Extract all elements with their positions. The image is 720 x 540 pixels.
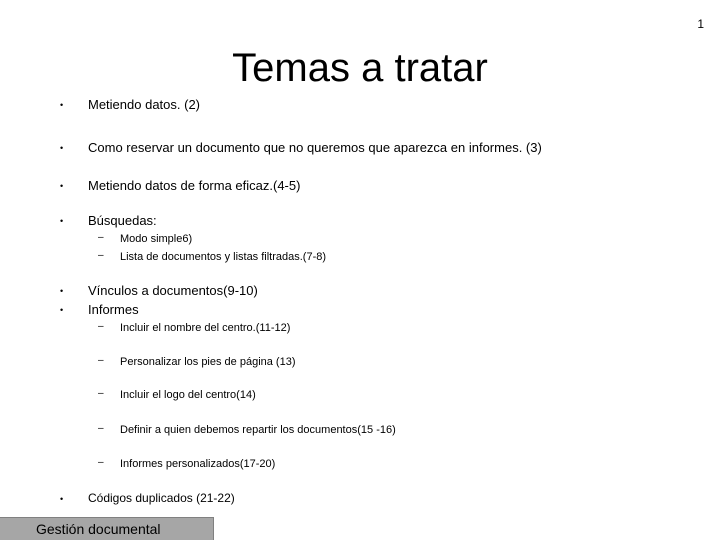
sub-list-item: Definir a quien debemos repartir los documentos(15 -16): [120, 424, 396, 436]
bullet: •: [60, 286, 64, 296]
dash: –: [98, 423, 104, 434]
list-item: Búsquedas:: [88, 213, 157, 228]
bullet: •: [60, 100, 64, 110]
footer-label: Gestión documental: [0, 517, 214, 540]
sub-list-item: Incluir el nombre del centro.(11-12): [120, 322, 291, 334]
list-item: Informes: [88, 302, 139, 317]
dash: –: [98, 388, 104, 399]
bullet: •: [60, 305, 64, 315]
list-item: Códigos duplicados (21-22): [88, 491, 235, 505]
list-item: Metiendo datos. (2): [88, 97, 201, 112]
sub-list-item: Informes personalizados(17-20): [120, 458, 276, 470]
sub-list-item: Incluir el logo del centro(14): [120, 389, 256, 401]
list-item: Como reservar un documento que no queremos que aparezca en informes. (3): [88, 140, 542, 155]
sub-list-item: Modo simple6): [120, 233, 193, 245]
list-item: Vínculos a documentos(9-10): [88, 283, 258, 298]
sub-list-item: Personalizar los pies de página (13): [120, 356, 296, 368]
sub-list-item: Lista de documentos y listas filtradas.(7-8): [120, 251, 327, 263]
list-item: Metiendo datos de forma eficaz.(4-5): [88, 178, 301, 193]
slide-title: Temas a tratar: [232, 46, 488, 90]
dash: –: [98, 355, 104, 366]
dash: –: [98, 457, 104, 468]
bullet: •: [60, 494, 64, 504]
dash: –: [98, 250, 104, 261]
dash: –: [98, 321, 104, 332]
bullet: •: [60, 143, 64, 153]
bullet: •: [60, 216, 64, 226]
bullet: •: [60, 181, 64, 191]
dash: –: [98, 232, 104, 243]
page-number: 1: [697, 17, 704, 31]
